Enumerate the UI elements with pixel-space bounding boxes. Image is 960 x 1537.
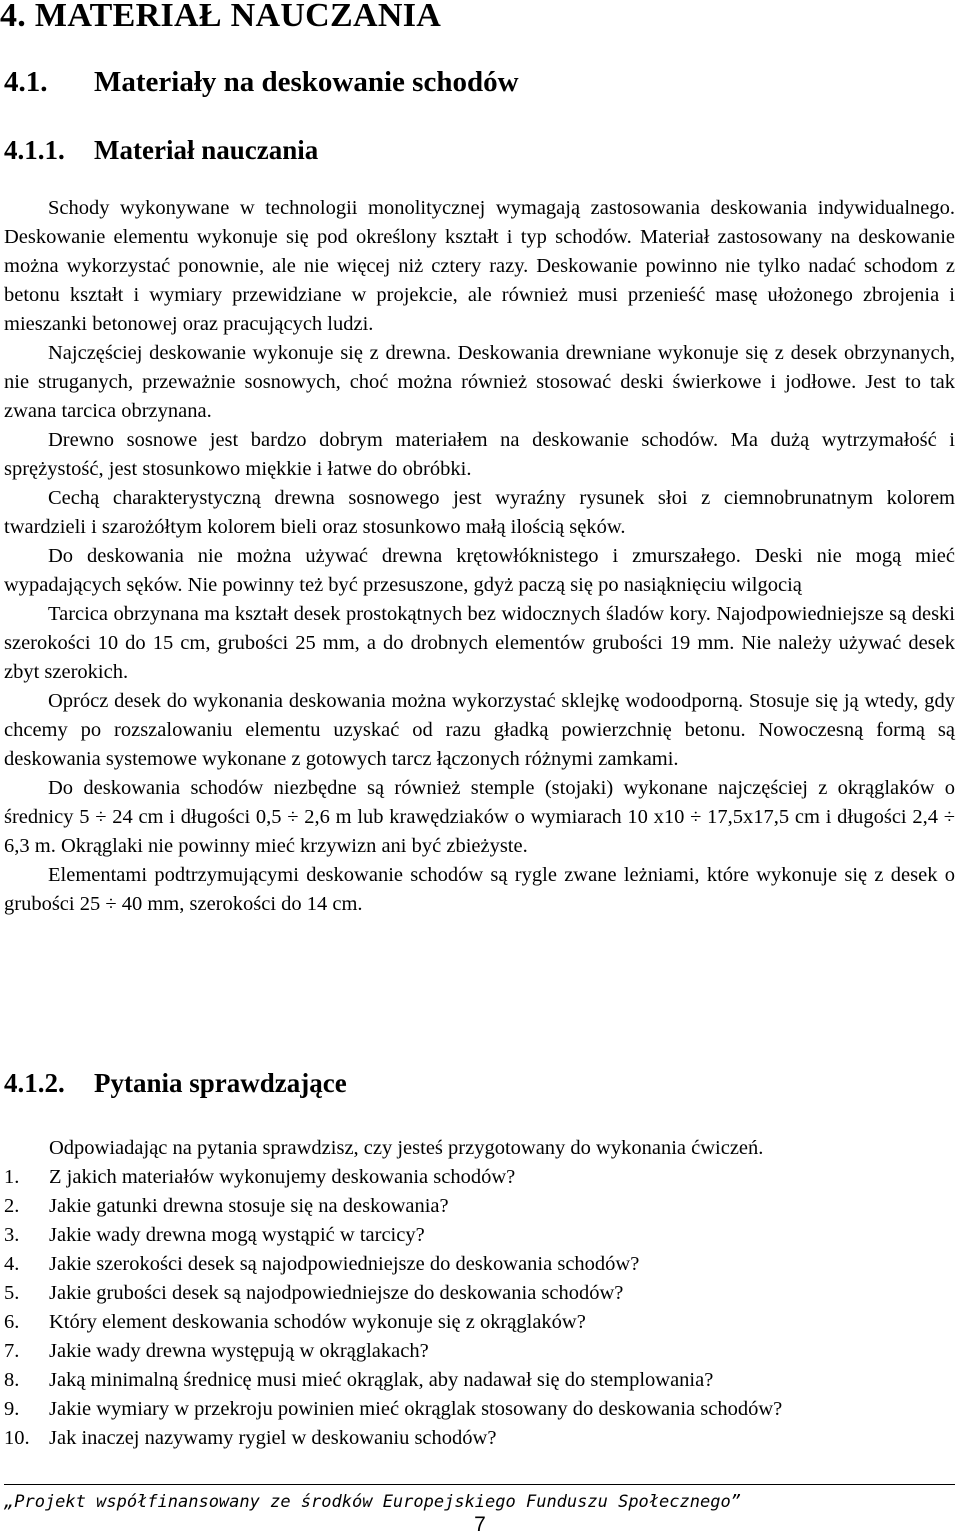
paragraph: Do deskowania schodów niezbędne są również stemple (stojaki) wykonane najczęściej z okrąglaków o średnicy 5 ÷ 24 cm i długości 0,5 ÷ 2,6 m lub krawędziaków o wymiarach 10 x10 ÷ 17,5x17,5 cm i długości 2,4 ÷ 6,3 m. Okrąglaki nie powinny mieć krzywizn ani być zbieżyste. (4, 777, 955, 857)
chapter-number: 4. (0, 0, 27, 34)
question-item (4, 1395, 782, 1424)
section-title: Materiały na deskowanie schodów (94, 66, 519, 98)
chapter-heading (0, 0, 441, 36)
question-number: 7. (4, 1340, 20, 1362)
question-text: Jakie wymiary w przekroju powinien mieć okrąglak stosowany do deskowania schodów? (49, 1398, 783, 1420)
question-number: 8. (4, 1369, 20, 1391)
question-text: Jaką minimalną średnicę musi mieć okrąglak, aby nadawał się do stemplowania? (49, 1369, 714, 1391)
question-item (4, 1221, 782, 1250)
question-item (4, 1337, 782, 1366)
section-number: 4.1. (4, 66, 48, 98)
question-text: Jakie gatunki drewna stosuje się na deskowania? (49, 1195, 449, 1217)
questions-list (4, 1163, 782, 1453)
questions-intro: Odpowiadając na pytania sprawdzisz, czy jesteś przygotowany do wykonania ćwiczeń. (49, 1137, 764, 1159)
chapter-title: MATERIAŁ NAUCZANIA (34, 0, 442, 34)
paragraph: Oprócz desek do wykonania deskowania można wykorzystać sklejkę wodoodporną. Stosuje się ją wtedy, gdy chcemy po rozszalowaniu elementu uzyskać od razu gładką powierzchnię betonu. Nowoczesną formą są deskowania systemowe wykonane z gotowych tarcz łączonych różnymi zamkami. (4, 690, 955, 770)
question-item (4, 1279, 782, 1308)
questions-heading-number: 4.1.2. (4, 1068, 65, 1098)
question-text: Z jakich materiałów wykonujemy deskowania schodów? (49, 1166, 516, 1188)
question-item (4, 1163, 782, 1192)
question-text: Jak inaczej nazywamy rygiel w deskowaniu schodów? (49, 1427, 497, 1449)
section-heading (4, 64, 519, 100)
footer-text: „Projekt współfinansowany ze środków Europejskiego Funduszu Społecznego” (4, 1492, 741, 1512)
question-item (4, 1366, 782, 1395)
question-text: Jakie szerokości desek są najodpowiedniejsze do deskowania schodów? (49, 1253, 640, 1275)
paragraph: Najczęściej deskowanie wykonuje się z drewna. Deskowania drewniane wykonuje się z desek obrzynanych, nie struganych, przeważnie sosnowych, choć można również stosować deski świerkowe i jodłowe. Jest to tak zwana tarcica obrzynana. (4, 342, 955, 422)
question-text: Jakie grubości desek są najodpowiedniejsze do deskowania schodów? (49, 1282, 624, 1304)
question-item (4, 1192, 782, 1221)
question-item (4, 1424, 782, 1453)
paragraph: Elementami podtrzymującymi deskowanie schodów są rygle zwane leżniami, które wykonuje się z desek o grubości 25 ÷ 40 mm, szerokości do 14 cm. (4, 864, 955, 915)
subsection-title: Materiał nauczania (94, 135, 319, 165)
subsection-heading (4, 133, 318, 167)
question-item (4, 1250, 782, 1279)
question-text: Jakie wady drewna występują w okrąglakach? (49, 1340, 429, 1362)
questions-heading-title: Pytania sprawdzające (94, 1068, 347, 1098)
questions-heading (4, 1066, 347, 1100)
paragraph: Do deskowania nie można używać drewna krętowłóknistego i zmurszałego. Deski nie mogą mieć wypadających sęków. Nie powinny też być przesuszone, gdyż paczą się po nasiąknięciu wilgocią (4, 545, 955, 596)
body-text (4, 194, 955, 919)
footer-divider (4, 1484, 955, 1485)
subsection-number: 4.1.1. (4, 135, 65, 165)
question-number: 5. (4, 1282, 20, 1304)
paragraph: Cechą charakterystyczną drewna sosnowego jest wyraźny rysunek słoi z ciemnobrunatnym kolorem twardzieli i szarożółtym kolorem bieli oraz stosunkowo małą ilością sęków. (4, 487, 955, 538)
question-text: Który element deskowania schodów wykonuje się z okrąglaków? (49, 1311, 586, 1333)
question-text: Jakie wady drewna mogą wystąpić w tarcicy? (49, 1224, 425, 1246)
question-number: 2. (4, 1195, 20, 1217)
paragraph: Tarcica obrzynana ma kształt desek prostokątnych bez widocznych śladów kory. Najodpowiedniejsze są deski szerokości 10 do 15 cm, grubości 25 mm, a do drobnych elementów grubości 19 mm. Nie należy używać desek zbyt szerokich. (4, 603, 955, 683)
page-number: 7 (474, 1513, 486, 1536)
question-number: 1. (4, 1166, 20, 1188)
question-item (4, 1308, 782, 1337)
paragraph: Schody wykonywane w technologii monolitycznej wymagają zastosowania deskowania indywidualnego. Deskowanie elementu wykonuje się pod określony kształt i typ schodów. Materiał zastosowany na deskowanie można wykorzystać ponownie, ale nie więcej niż cztery razy. Deskowanie powinno nie tylko nadać schodom z betonu kształt i wymiary przewidziane w projekcie, ale również musi przenieść masę ułożonego zbrojenia i mieszanki betonowej oraz pracujących ludzi. (4, 197, 955, 335)
question-number: 10. (4, 1427, 30, 1449)
question-number: 4. (4, 1253, 20, 1275)
paragraph: Drewno sosnowe jest bardzo dobrym materiałem na deskowanie schodów. Ma dużą wytrzymałość i sprężystość, jest stosunkowo miękkie i łatwe do obróbki. (4, 429, 955, 480)
question-number: 6. (4, 1311, 20, 1333)
question-number: 3. (4, 1224, 20, 1246)
question-number: 9. (4, 1398, 20, 1420)
